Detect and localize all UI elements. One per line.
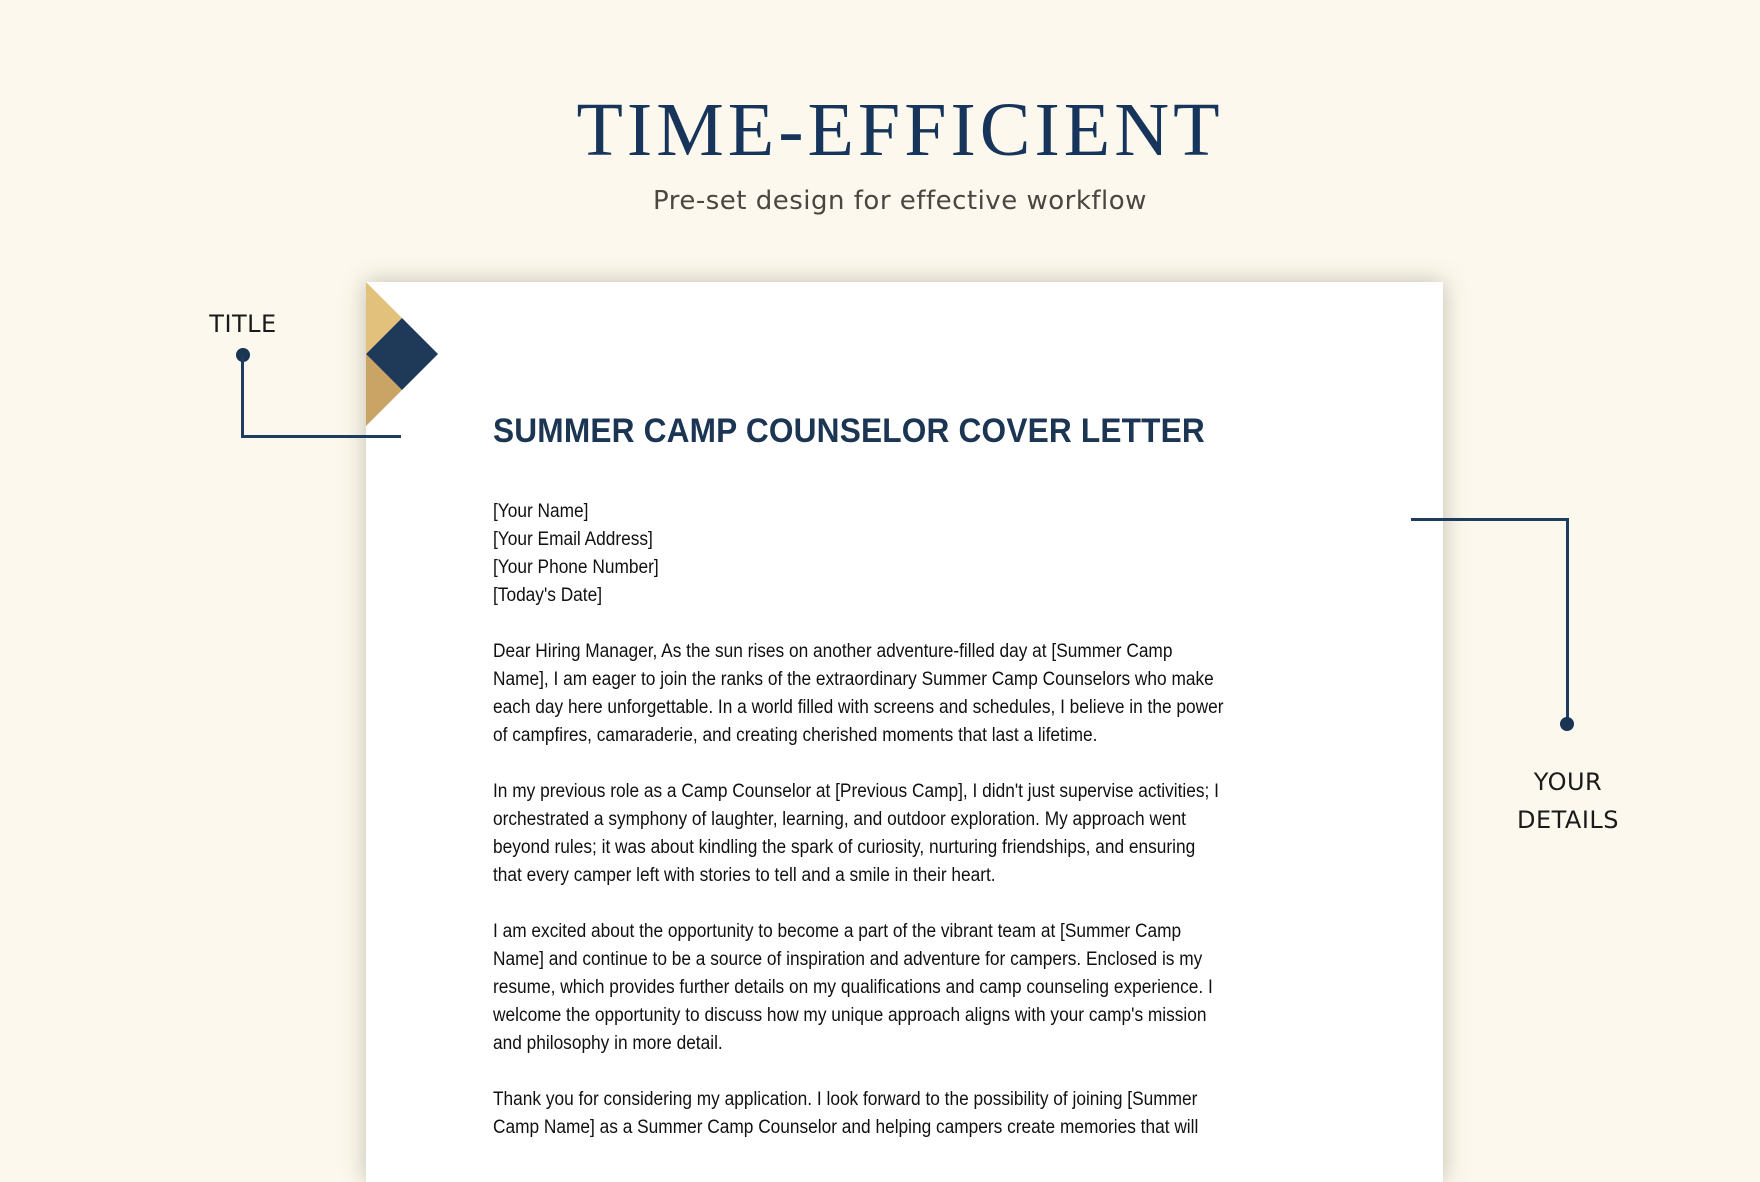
contact-name: [Your Name] bbox=[493, 501, 589, 522]
paragraph-line: Camp Name] as a Summer Camp Counselor and helping campers create memories that will bbox=[493, 1117, 1199, 1138]
paragraph-experience bbox=[493, 778, 1353, 890]
title-callout-vertical-line bbox=[241, 355, 244, 438]
details-callout-dot bbox=[1560, 717, 1574, 731]
paragraph-line: resume, which provides further details on my qualifications and camp counseling experience. I bbox=[493, 977, 1213, 998]
paragraph-line: orchestrated a symphony of laughter, learning, and outdoor exploration. My approach went bbox=[493, 809, 1186, 830]
paragraph-line: Name] and continue to be a source of inspiration and adventure for campers. Enclosed is my bbox=[493, 949, 1203, 970]
title-callout-horizontal-line bbox=[241, 435, 401, 438]
paragraph-line: beyond rules; it was about kindling the spark of curiosity, nurturing friendships, and ensuring bbox=[493, 837, 1196, 858]
paragraph-greeting bbox=[493, 638, 1353, 750]
paragraph-line: and philosophy in more detail. bbox=[493, 1033, 723, 1054]
paragraph-line: In my previous role as a Camp Counselor at [Previous Camp], I didn't just supervise activities; I bbox=[493, 781, 1219, 802]
title-callout-label: TITLE bbox=[209, 310, 277, 338]
paragraph-line: that every camper left with stories to tell and a smile in their heart. bbox=[493, 865, 996, 886]
paragraph-closing bbox=[493, 1086, 1353, 1142]
details-callout-label-line1: YOUR bbox=[1533, 768, 1603, 796]
paragraph-line: welcome the opportunity to discuss how my unique approach aligns with your camp's mission bbox=[493, 1005, 1207, 1026]
subtitle: Pre-set design for effective workflow bbox=[653, 186, 1147, 216]
details-callout-label bbox=[1500, 763, 1636, 839]
details-callout-horizontal-line bbox=[1411, 518, 1569, 521]
paragraph-interest bbox=[493, 918, 1353, 1058]
contact-date: [Today's Date] bbox=[493, 585, 603, 606]
document-body bbox=[493, 498, 1353, 1170]
paragraph-line: I am excited about the opportunity to become a part of the vibrant team at [Summer Camp bbox=[493, 921, 1182, 942]
document-page bbox=[366, 282, 1443, 1182]
paragraph-line: each day here unforgettable. In a world filled with screens and schedules, I believe in the power bbox=[493, 697, 1224, 718]
paragraph-line: Dear Hiring Manager, As the sun rises on another adventure-filled day at [Summer Camp bbox=[493, 641, 1173, 662]
details-callout-vertical-line bbox=[1566, 518, 1569, 724]
contact-email: [Your Email Address] bbox=[493, 529, 653, 550]
details-callout-label-line2: DETAILS bbox=[1516, 806, 1620, 834]
headline: TIME-EFFICIENT bbox=[576, 88, 1224, 172]
contact-block bbox=[493, 498, 1353, 610]
contact-phone: [Your Phone Number] bbox=[493, 557, 659, 578]
document-title: SUMMER CAMP COUNSELOR COVER LETTER bbox=[493, 412, 1205, 450]
diamond-corner-decoration-icon bbox=[366, 282, 438, 426]
paragraph-line: of campfires, camaraderie, and creating cherished moments that last a lifetime. bbox=[493, 725, 1098, 746]
paragraph-line: Thank you for considering my application. I look forward to the possibility of joining [Summer bbox=[493, 1089, 1198, 1110]
paragraph-line: Name], I am eager to join the ranks of the extraordinary Summer Camp Counselors who make bbox=[493, 669, 1214, 690]
